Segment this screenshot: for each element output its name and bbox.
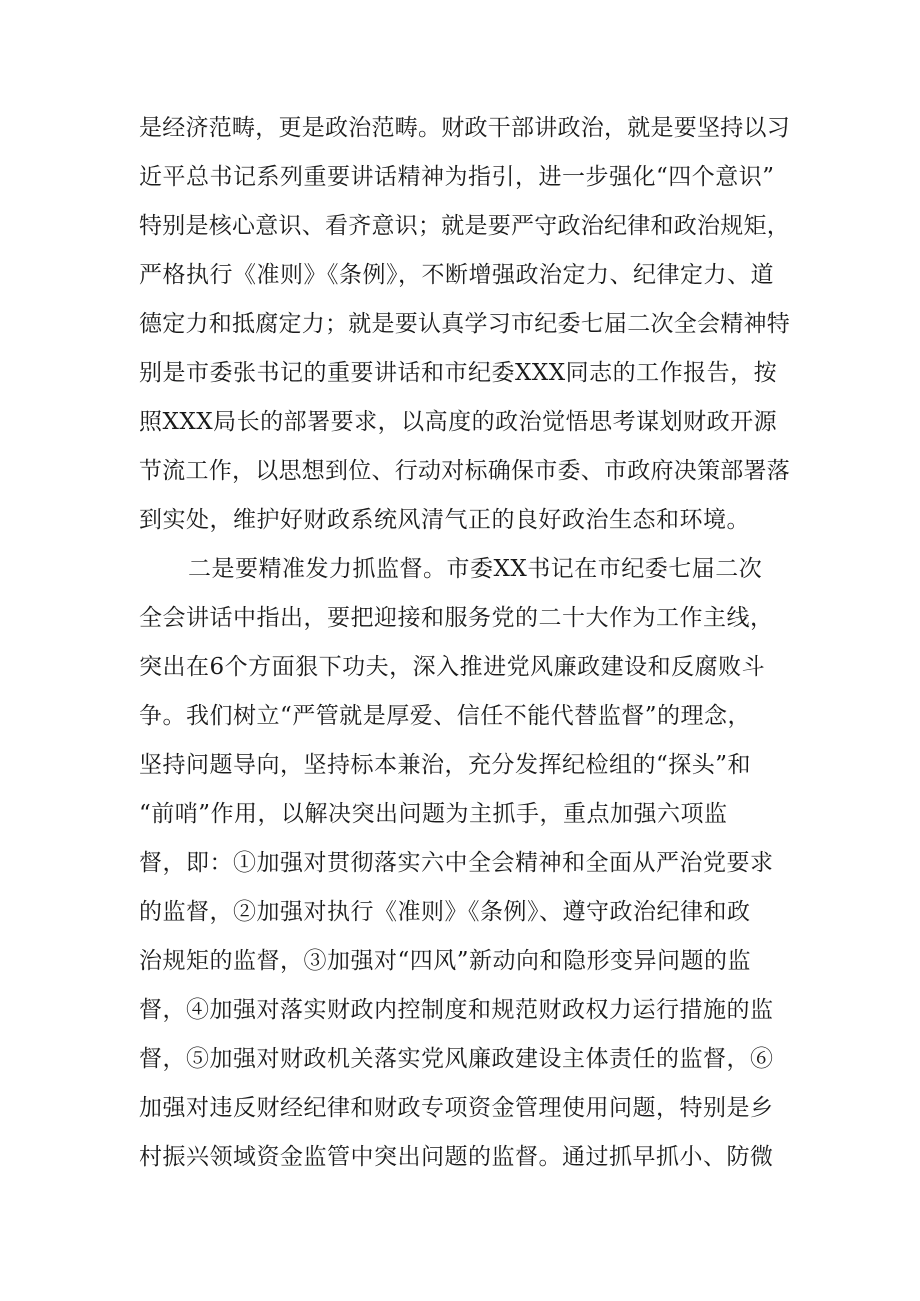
- text-line: 节流工作，以思想到位、行动对标确保市委、市政府决策部署落: [139, 458, 790, 484]
- text-line: 加强对违反财经纪律和财政专项资金管理使用问题，特别是乡: [139, 1095, 774, 1121]
- text-line: 严格执行《准则》《条例》，不断增强政治定力、纪律定力、道: [139, 262, 774, 288]
- text-line: 的监督，②加强对执行《准则》《条例》、遵守政治纪律和政: [139, 899, 751, 925]
- text-line: 争。我们树立“严管就是厚爱、信任不能代替监督”的理念，: [139, 703, 752, 729]
- text-line: 督，⑤加强对财政机关落实党风廉政建设主体责任的监督，⑥: [139, 1046, 774, 1072]
- text-line: “前哨”作用，以解决突出问题为主抓手，重点加强六项监: [139, 801, 728, 827]
- text-line: 治规矩的监督，③加强对“四风”新动向和隐形变异问题的监: [139, 948, 752, 974]
- text-line: 全会讲话中指出，要把迎接和服务党的二十大作为工作主线，: [139, 605, 774, 631]
- text-line: 近平总书记系列重要讲话精神为指引，进一步强化“四个意识”: [139, 164, 775, 190]
- text-line: 督，④加强对落实财政内控制度和规范财政权力运行措施的监: [139, 997, 774, 1023]
- text-line: 村振兴领域资金监管中突出问题的监督。通过抓早抓小、防微: [139, 1144, 774, 1170]
- text-line: 到实处，维护好财政系统风清气正的良好政治生态和环境。: [139, 507, 750, 533]
- text-line: 德定力和抵腐定力；就是要认真学习市纪委七届二次全会精神特: [139, 311, 790, 337]
- paragraph-first-line: 二是要精准发力抓监督。市委XX书记在市纪委七届二次: [188, 556, 763, 582]
- text-line: 是经济范畴，更是政治范畴。财政干部讲政治，就是要坚持以习: [139, 115, 790, 141]
- text-line: 特别是核心意识、看齐意识；就是要严守政治纪律和政治规矩，: [139, 213, 790, 239]
- text-line: 坚持问题导向，坚持标本兼治，充分发挥纪检组的“探头”和: [139, 752, 752, 778]
- text-line: 突出在6个方面狠下功夫，深入推进党风廉政建设和反腐败斗: [139, 654, 766, 680]
- text-line: 照XXX局长的部署要求，以高度的政治觉悟思考谋划财政开源: [139, 409, 778, 435]
- text-line: 别是市委张书记的重要讲话和市纪委XXX同志的工作报告，按: [139, 360, 778, 386]
- text-line: 督，即：①加强对贯彻落实六中全会精神和全面从严治党要求: [139, 850, 774, 876]
